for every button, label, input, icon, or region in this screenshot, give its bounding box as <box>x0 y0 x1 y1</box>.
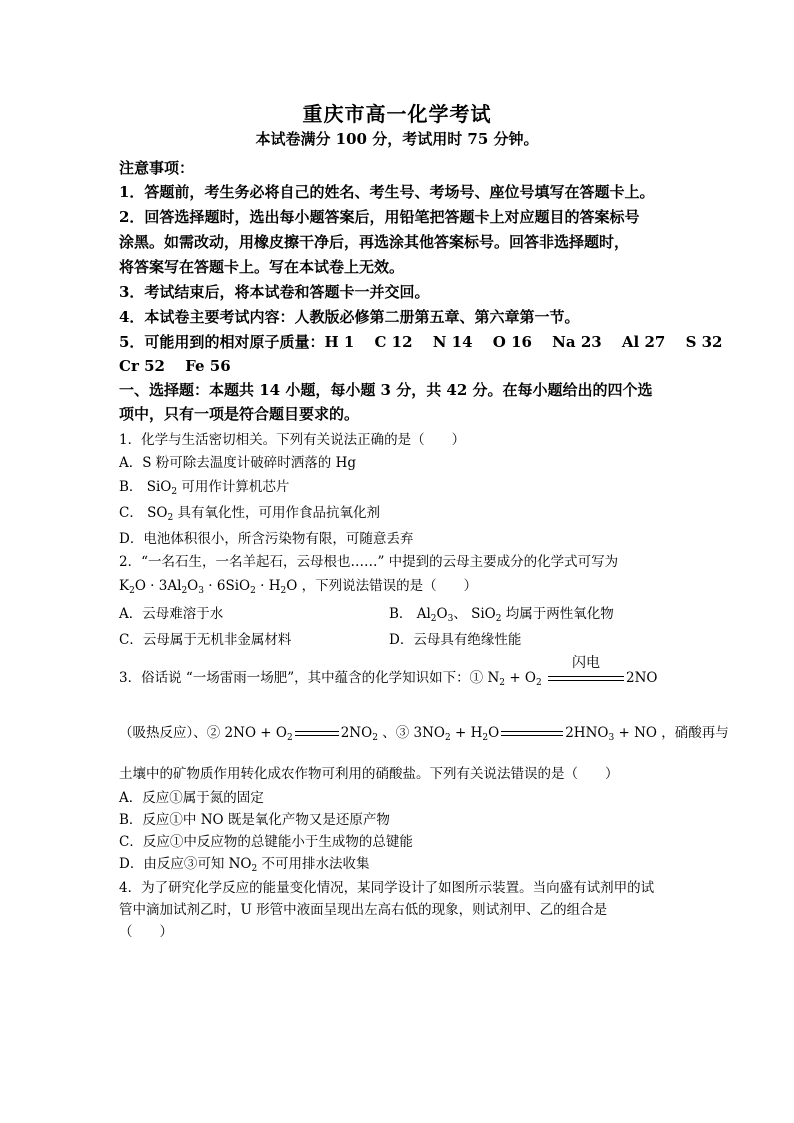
q1-option-c: C． $SO_2$ 具有氧化性，可用作食品抗氧化剂 <box>119 505 380 523</box>
page-title: 重庆市高一化学考试 <box>302 102 492 126</box>
q3-option-a: A．反应①属于氮的固定 <box>119 790 264 806</box>
note-2-line-2: 涂黑。如需改动，用橡皮擦干净后，再选涂其他答案标号。回答非选择题时， <box>119 233 630 251</box>
q2-option-c: C．云母属于无机非金属材料 <box>119 632 292 648</box>
note-4: 4．本试卷主要考试内容：人教版必修第二册第五章、第六章第一节。 <box>119 308 580 326</box>
note-2-line-3: 将答案写在答题卡上。写在本试卷上无效。 <box>119 258 405 276</box>
equals-sign <box>295 731 339 736</box>
q2-option-b: B． $Al_2O_3$、 SiO$_2$ 均属于两性氧化物 <box>389 606 614 624</box>
section1-line-1: 一、选择题：本题共 14 小题，每小题 3 分，共 42 分。在每小题给出的四个选 <box>119 381 653 399</box>
arrow-condition-label: 闪电 <box>572 654 601 671</box>
q1-option-a: A．S 粉可除去温度计破碎时洒落的 Hg <box>119 455 356 471</box>
exam-subtitle: 本试卷满分 100 分，考试用时 75 分钟。 <box>255 130 539 148</box>
q3-option-b: B．反应①中 NO 既是氧化产物又是还原产物 <box>119 812 390 828</box>
q1-option-d: D．电池体积很小，所含污染物有限，可随意丢弃 <box>119 531 414 547</box>
section1-line-2: 项中，只有一项是符合题目要求的。 <box>119 405 360 423</box>
q3-line-1: 3．俗话说 “一场雷雨一场肥”，其中蕴含的化学知识如下：① $N_2 + O_2$ 闪电 2NO <box>119 666 658 686</box>
q2-stem: 2．“一名石生，一名羊起石，云母根也……” 中提到的云母主要成分的化学式可写为 <box>119 554 619 570</box>
note-5-line-2: Cr 52 Fe 56 <box>119 357 231 375</box>
q4-line-1: 4．为了研究化学反应的能量变化情况，某同学设计了如图所示装置。当向盛有试剂甲的试 <box>119 880 655 896</box>
note-5-line-1: 5．可能用到的相对原子质量：H 1 C 12 N 14 O 16 Na 23 Al 27 S 32 <box>119 333 723 351</box>
note-3: 3．考试结束后，将本试卷和答题卡一并交回。 <box>119 283 430 301</box>
q1-stem: 1．化学与生活密切相关。下列有关说法正确的是（ ） <box>119 432 466 448</box>
q2-formula-line: $K_2O \cdot 3Al_2O_3 \cdot 6SiO_2 \cdot H_2O$ ，下列说法错误的是（ ） <box>119 578 478 596</box>
q3-line-3: 土壤中的矿物质作用转化成农作物可利用的硝酸盐。下列有关说法错误的是（ ） <box>119 766 619 782</box>
q2-option-d: D．云母具有绝缘性能 <box>389 632 522 648</box>
q3-option-c: C．反应①中反应物的总键能小于生成物的总键能 <box>119 834 413 850</box>
q4-line-3: （ ） <box>119 924 173 940</box>
q1-option-b: B． SiO$_2$ 可用作计算机芯片 <box>119 479 290 497</box>
reaction-arrow-lightning <box>548 654 624 686</box>
notes-heading: 注意事项： <box>119 159 195 177</box>
note-2-line-1: 2．回答选择题时，选出每小题答案后，用铅笔把答题卡上对应题目的答案标号 <box>119 208 640 226</box>
q2-option-a: A．云母难溶于水 <box>119 606 224 622</box>
q3-option-d: D．由反应③可知 $NO_2$ 不可用排水法收集 <box>119 856 370 874</box>
q4-line-2: 管中滴加试剂乙时，U 形管中液面呈现出左高右低的现象，则试剂甲、乙的组合是 <box>119 902 608 918</box>
q3-line-2: （吸热反应）、② $2NO + O_2$ $2NO_2$ 、③ $3NO_2 + H_2O$ $2HNO_3$ + NO ，硝酸再与 <box>119 725 729 743</box>
note-1: 1．答题前，考生务必将自己的姓名、考生号、考场号、座位号填写在答题卡上。 <box>119 183 655 201</box>
equals-sign <box>501 731 563 736</box>
